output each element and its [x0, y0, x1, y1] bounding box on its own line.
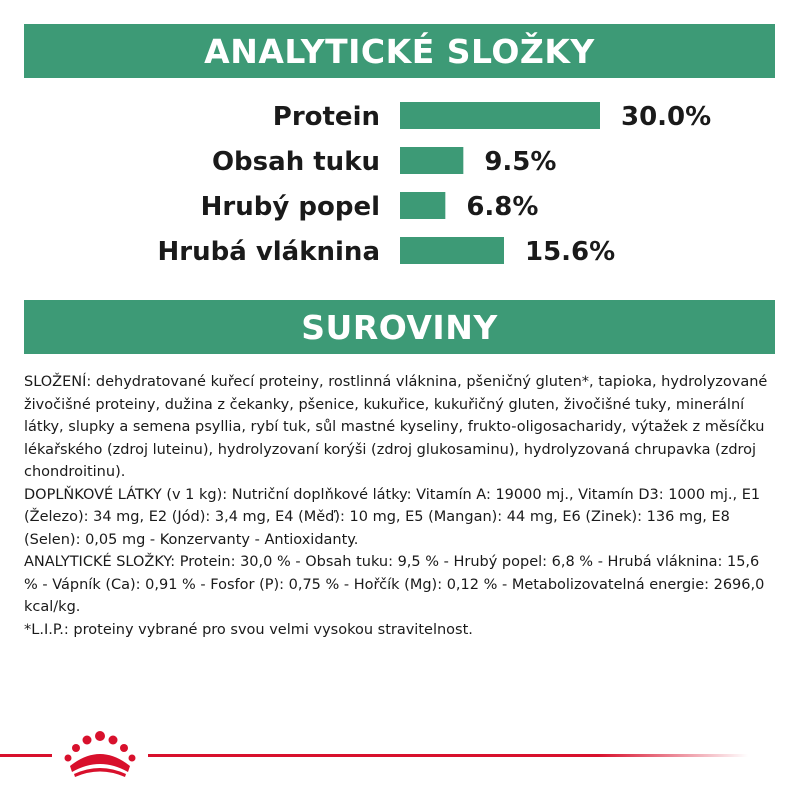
analytical-bar-chart: [0, 90, 800, 280]
composition-paragraph-analytical: ANALYTICKÉ SLOŽKY: Protein: 30,0 % - Obsah tuku: 9,5 % - Hrubý popel: 6,8 % - Hrubá vláknina: 15,6 % - Vápník (Ca): 0,91 % - Fosfor (P): 0,75 % - Hořčík (Mg): 0,12 % - Metabolizovatelná energie: 2696,0 kcal/kg.: [24, 554, 765, 615]
value-label: 9.5%: [484, 147, 557, 177]
value-label: 6.8%: [466, 192, 539, 222]
composition-paragraph-ingredients: SLOŽENÍ: dehydratované kuřecí proteiny, rostlinná vláknina, pšeničný gluten*, tapioka, hydrolyzované živočišné proteiny, dužina z čekanky, pšenice, kukuřice, kukuřičný gluten, živočišné tuky, minerální látky, slupky a semena psyllia, rybí tuk, sůl mastné kyseliny, frukto-oligosacharidy, výtažek z měsíčku lékařského (zdroj luteinu), hydrolyzovaní korýši (zdroj glukosaminu), hydrolyzovaná chrupavka (zdroj chondroitinu).: [24, 374, 768, 480]
value-label: 15.6%: [525, 237, 616, 267]
composition-text: [24, 371, 776, 641]
category-label: Hrubý popel: [200, 192, 380, 222]
royal-canin-crown-icon: [56, 728, 144, 780]
category-label: Obsah tuku: [211, 147, 380, 177]
ingredients-heading: SUROVINY: [24, 300, 775, 354]
bar: [400, 192, 445, 219]
analytical-heading: ANALYTICKÉ SLOŽKY: [24, 24, 775, 78]
footer-rule-right: [148, 754, 748, 757]
value-label: 30.0%: [621, 102, 712, 132]
footer-rule-left: [0, 754, 52, 757]
brand-footer: [0, 722, 800, 782]
category-label: Hrubá vláknina: [157, 237, 380, 267]
chart-rows: [158, 102, 712, 267]
composition-paragraph-additives: DOPLŇKOVÉ LÁTKY (v 1 kg): Nutriční doplňkové látky: Vitamín A: 19000 mj., Vitamín D3: 1000 mj., E1 (Železo): 34 mg, E2 (Jód): 3,4 mg, E4 (Měď): 10 mg, E5 (Mangan): 44 mg, E6 (Zinek): 136 mg, E8 (Selen): 0,05 mg - Konzervanty - Antioxidanty.: [24, 486, 761, 548]
bar: [400, 237, 504, 264]
bar: [400, 147, 463, 174]
bar: [400, 102, 600, 129]
category-label: Protein: [272, 102, 380, 132]
composition-paragraph-footnote: *L.I.P.: proteiny vybrané pro svou velmi vysokou stravitelnost.: [24, 621, 473, 638]
